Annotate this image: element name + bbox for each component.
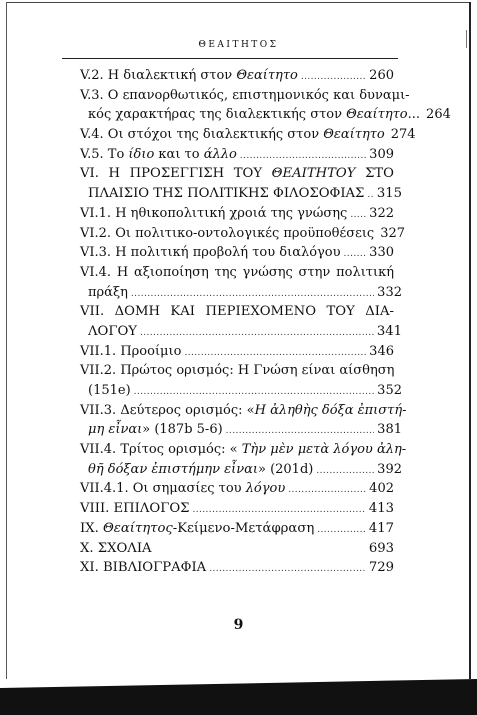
- toc-page-number: 315: [376, 186, 402, 202]
- toc-entry-ellipsis: ...: [407, 107, 421, 123]
- toc-chapter-vi: [80, 164, 402, 203]
- toc-entry-vi2: [80, 224, 406, 244]
- toc-page-number: 402: [369, 481, 394, 497]
- toc-chapter-italic: ΘΕΑΙΤΗΤΟΥ: [271, 166, 356, 182]
- toc-chapter-text: -Κείμενο-Μετάφραση: [172, 520, 315, 536]
- toc-entry-text: VI.2. Οι πολιτικο-οντολογικές προϋποθέσεις: [80, 225, 375, 241]
- toc-entry-text: και το: [154, 146, 204, 162]
- toc-chapter-xi: [80, 558, 394, 578]
- toc-page-number: 332: [377, 284, 402, 300]
- toc-entry-text-cont: πράξη: [88, 284, 128, 300]
- toc-entry-text: VII.4. Τρίτος ορισμός: «: [80, 442, 242, 458]
- toc-chapter-text: X. ΣΧΟΛΙΑ: [80, 540, 152, 556]
- toc-entry-vi4: [80, 263, 402, 302]
- toc-chapter-text-cont: ΠΛΑΙΣΙΟ ΤΗΣ ΠΟΛΙΤΙΚΗΣ ΦΙΛΟΣΟΦΙΑΣ: [88, 186, 365, 202]
- toc-page-number: 330: [369, 245, 394, 261]
- toc-page-number: 729: [368, 560, 394, 576]
- toc-chapter-text: VII. ΔΟΜΗ ΚΑΙ ΠΕΡΙΕΧΟΜΕΝΟ ΤΟΥ ΔΙΑ-: [80, 304, 394, 320]
- toc-entry-text-cont: » (187b 5-6): [142, 422, 223, 438]
- toc-chapter-vii: [80, 302, 402, 341]
- toc-entry-italic: Θεαίτητο: [346, 107, 408, 123]
- toc-entry-italic: λόγου: [245, 481, 286, 497]
- toc-entry-italic: θῆ δόξαν ἐπιστήμην εἶναι: [88, 461, 258, 477]
- scan-shadow-bar: [0, 679, 477, 715]
- toc-page-number: 341: [376, 323, 402, 339]
- toc-page-number: 381: [377, 422, 402, 438]
- toc-entry-v2: [80, 66, 394, 86]
- toc-entry-v4: [80, 125, 416, 145]
- toc-entry-text: V.2. Η διαλεκτική στον: [80, 68, 237, 83]
- toc-entry-text: V.3. Ο επανορθωτικός, επιστημονικός και δυναμι-: [80, 87, 410, 103]
- toc-page-number: 264: [426, 107, 451, 123]
- toc-chapter-text: XI. ΒΙΒΛΙΟΓΡΑΦΙΑ: [80, 560, 207, 576]
- toc-entry-v3: [80, 86, 451, 125]
- toc-entry-italic: άλλο: [203, 146, 237, 162]
- dot-leader: [209, 560, 366, 580]
- toc-entry-text: VII.1. Προοίμιο: [80, 343, 182, 359]
- toc-entry-vii2: [80, 361, 402, 400]
- toc-entry-vii41: [80, 479, 394, 499]
- page-edge-left: [6, 2, 7, 679]
- toc-page-number: 352: [377, 383, 402, 398]
- toc-page-number: 322: [369, 205, 394, 221]
- toc-chapter-ix: [80, 519, 394, 539]
- toc-page-number: 260: [369, 68, 394, 83]
- toc-entry-text: VII.2. Πρώτος ορισμός: Η Γνώση είναι αίσθηση: [80, 363, 395, 379]
- toc-entry-vii1: [80, 342, 394, 362]
- toc-entry-text: V.4. Οι στόχοι της διαλεκτικής στον: [80, 127, 324, 143]
- toc-page-number: 392: [377, 461, 402, 477]
- toc-entry-vi3: [80, 243, 394, 263]
- toc-page-number: 413: [368, 501, 394, 517]
- toc-page-number: 346: [369, 343, 394, 359]
- toc-entry-vii4: [80, 440, 407, 479]
- toc-page-number: 309: [369, 146, 394, 162]
- running-head: ΘΕΑΙΤΗΤΟΣ: [198, 40, 279, 50]
- toc-chapter-viii: [80, 499, 394, 519]
- toc-entry-vi1: [80, 204, 394, 224]
- toc-chapter-text: IX.: [80, 520, 103, 536]
- page-number: 9: [233, 617, 244, 633]
- toc-entry-vii3: [80, 401, 407, 440]
- toc-entry-text: VII.3. Δεύτερος ορισμός: «: [80, 402, 255, 418]
- toc-entry-italic: ίδιο: [128, 146, 155, 162]
- toc-entry-v5: [80, 145, 394, 165]
- toc-entry-text: VI.4. Η αξιοποίηση της γνώσης στην πολιτική: [80, 264, 394, 280]
- toc-entry-text: VI.1. Η ηθικοπολιτική χροιά της γνώσης: [80, 205, 348, 221]
- toc-entry-italic: Θεαίτητο: [236, 68, 298, 83]
- toc-entry-text-cont: » (201d): [257, 461, 314, 477]
- toc-page-number: 327: [380, 225, 406, 241]
- toc-entry-italic: μη εἶναι: [88, 422, 143, 438]
- toc-page-number: 417: [368, 520, 394, 536]
- header-rule: [62, 58, 398, 59]
- toc-entry-italic: Η ἀληθὴς δόξα ἐπιστή-: [254, 402, 407, 418]
- toc-entry-italic: Θεαίτητο: [323, 127, 385, 143]
- toc-page-number: 693: [368, 540, 394, 556]
- toc-chapter-text: ΣΤΟ: [355, 166, 394, 182]
- toc-entry-text-cont: (151e): [88, 383, 131, 398]
- page-edge-right: [469, 2, 471, 679]
- toc-chapter-text: VIII. ΕΠΙΛΟΓΟΣ: [80, 501, 190, 517]
- toc-chapter-italic: Θεαίτητος: [102, 520, 173, 536]
- page-edge-top: [6, 2, 471, 3]
- toc-chapter-x: [80, 539, 394, 559]
- toc-entry-text: VI.3. Η πολιτική προβολή του διαλόγου: [80, 245, 341, 261]
- toc-entry-italic: Τὴν μὲν μετὰ λόγου ἀλη-: [241, 442, 407, 458]
- toc-entry-text-cont: κός χαρακτήρας της διαλεκτικής στον: [88, 107, 347, 123]
- toc-chapter-text-cont: ΛΟΓΟΥ: [88, 323, 138, 339]
- toc-chapter-text: VI. Η ΠΡΟΣΕΓΓΙΣΗ ΤΟΥ: [80, 166, 272, 182]
- toc-page-number: 274: [390, 127, 416, 143]
- toc-entry-text: V.5. Το: [80, 146, 129, 162]
- toc-entry-text: VII.4.1. Οι σημασίες του: [80, 481, 246, 497]
- table-of-contents: [80, 66, 451, 578]
